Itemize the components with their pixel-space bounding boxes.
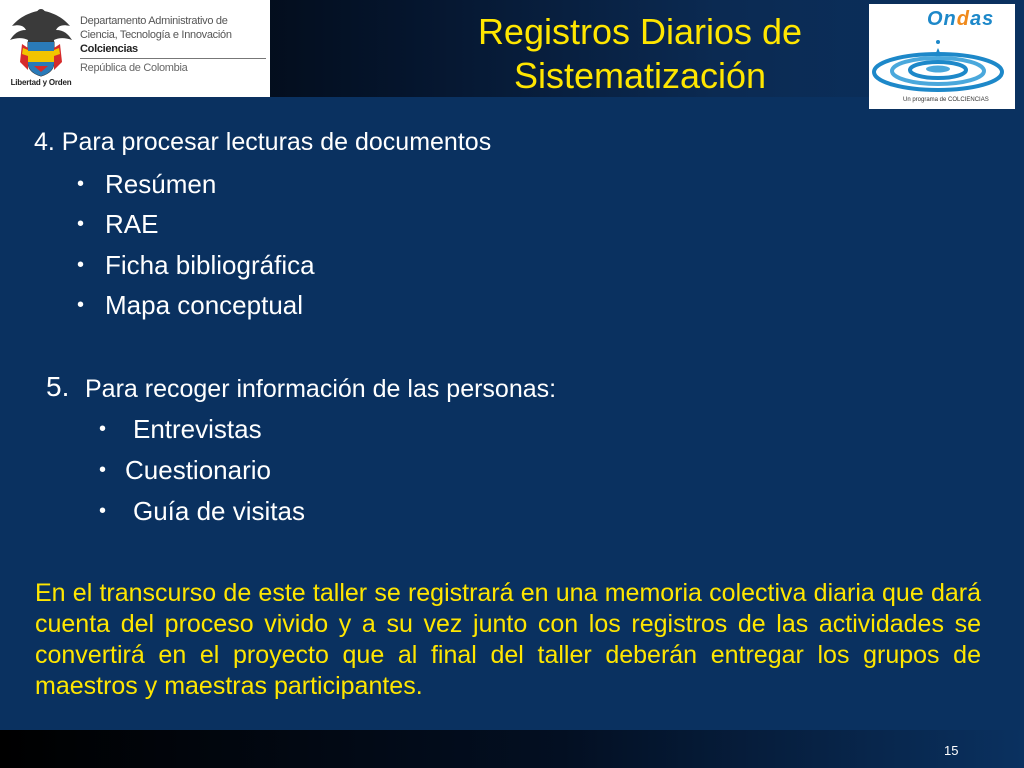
section4-heading: 4. Para procesar lecturas de documentos <box>34 128 492 156</box>
list-item: Mapa conceptual <box>105 290 304 320</box>
bullet-icon: • <box>77 294 85 316</box>
bullet-icon: • <box>77 173 85 195</box>
ondas-caption: Un programa de COLCIENCIAS <box>903 97 989 103</box>
list-item: Ficha bibliográfica <box>105 250 315 280</box>
section5-number: 5. <box>46 371 70 402</box>
list-item: Guía de visitas <box>133 496 305 526</box>
dept-line-4: República de Colombia <box>80 62 188 74</box>
bullet-icon: • <box>99 459 107 481</box>
section5-heading: Para recoger información de las personas: <box>85 375 557 403</box>
dept-line-2: Ciencia, Tecnología e Innovación <box>80 29 232 41</box>
crest-caption: Libertad y Orden <box>10 78 72 87</box>
bullet-icon: • <box>77 213 85 235</box>
list-item: Cuestionario <box>125 455 271 485</box>
title-line-2: Sistematización <box>513 55 767 96</box>
dept-line-1: Departamento Administrativo de <box>80 15 228 27</box>
dept-line-3: Colciencias <box>80 43 138 55</box>
footer-bar <box>0 730 1024 768</box>
title-line-1: Registros Diarios de <box>477 11 803 52</box>
list-item: Entrevistas <box>133 414 262 444</box>
list-item: Resúmen <box>105 169 217 199</box>
summary-paragraph: En el transcurso de este taller se registrará en una memoria colectiva diaria que dará cuenta del proceso vivido y a su vez junto con los registros de las actividades se convertirá en el proyecto que al final del taller deberán entregar los grupos de maestros y maestras participantes. <box>35 579 981 700</box>
bullet-icon: • <box>77 254 85 276</box>
ondas-wordmark: Ondas <box>927 8 995 30</box>
bullet-icon: • <box>99 418 107 440</box>
page-number: 15 <box>944 743 959 758</box>
bullet-icon: • <box>99 500 107 522</box>
list-item: RAE <box>105 209 159 239</box>
